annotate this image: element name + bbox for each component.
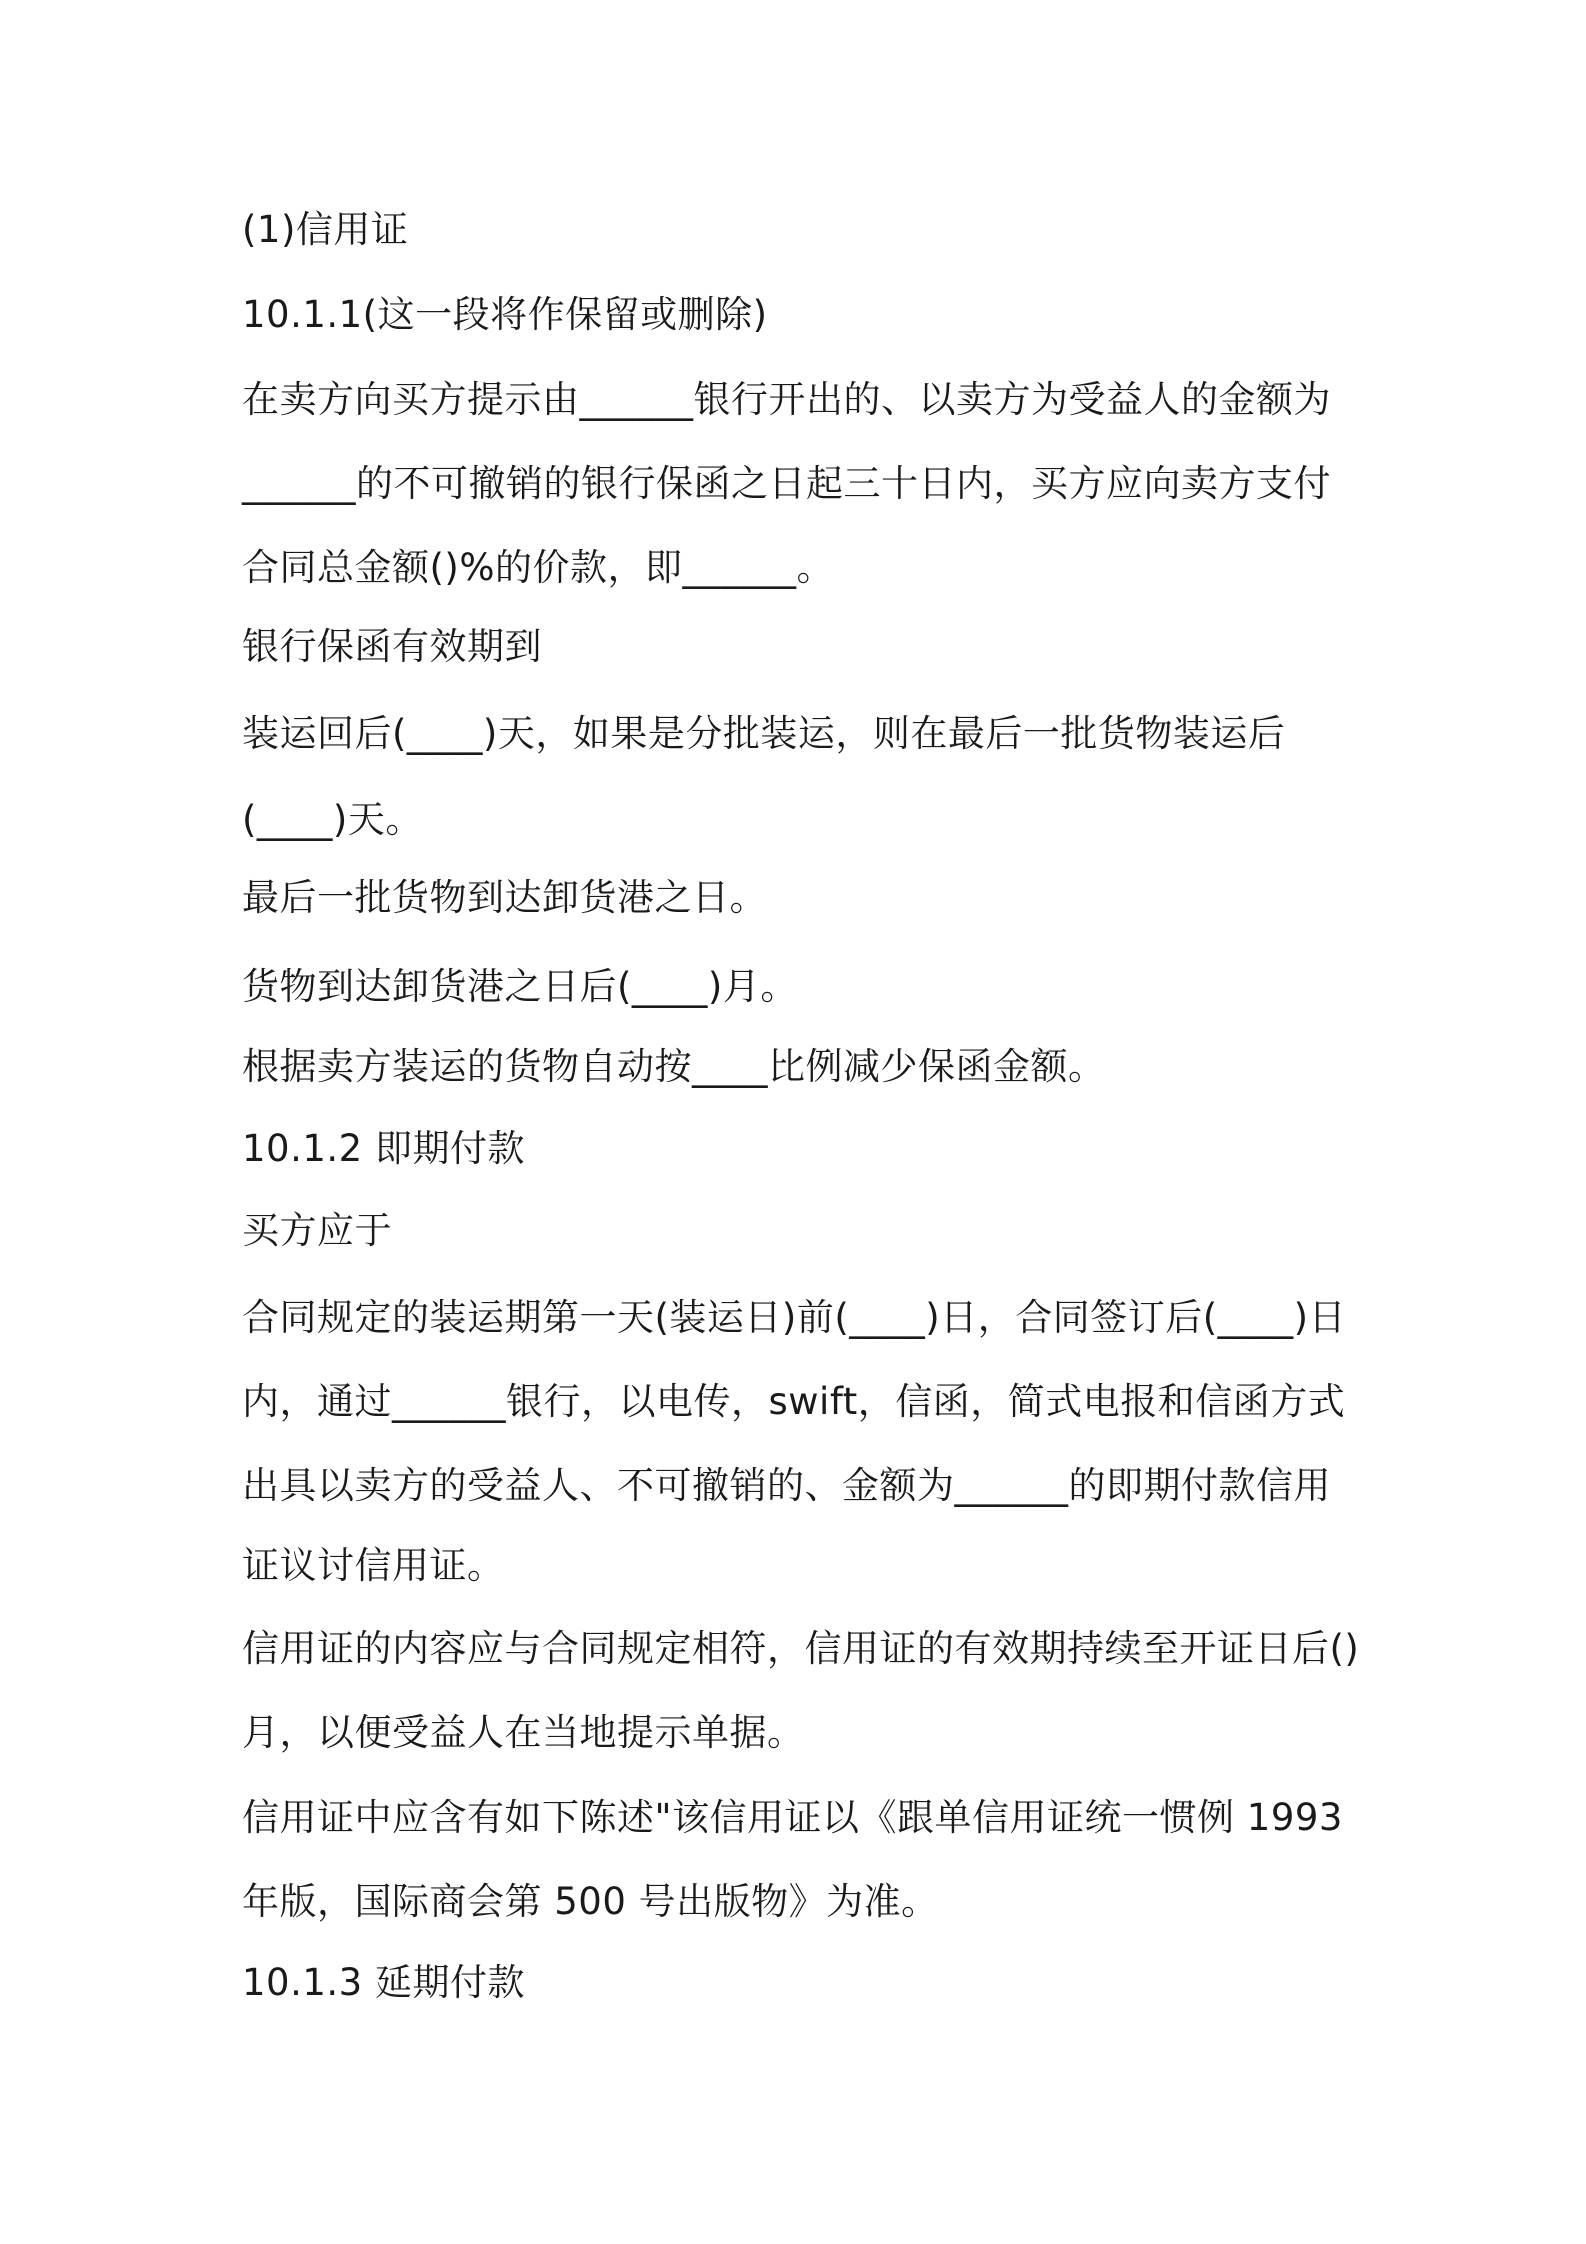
paragraph-line: ______的不可撤销的银行保函之日起三十日内，买方应向卖方支付 [242, 462, 1331, 505]
paragraph-line: (____)天。 [242, 798, 423, 841]
paragraph-line: 根据卖方装运的货物自动按____比例减少保函金额。 [242, 1045, 1106, 1088]
paragraph-line: 在卖方向买方提示由______银行开出的、以卖方为受益人的金额为 [242, 378, 1331, 421]
clause-heading-10-1-3: 10.1.3 延期付款 [242, 1961, 525, 2004]
paragraph-line: 信用证的内容应与合同规定相符，信用证的有效期持续至开证日后() [242, 1627, 1360, 1670]
section-heading-letter-of-credit: (1)信用证 [242, 208, 409, 251]
paragraph-line: 合同总金额()%的价款，即______。 [242, 546, 835, 589]
paragraph-line: 最后一批货物到达卸货港之日。 [242, 876, 767, 919]
paragraph-line: 银行保函有效期到 [242, 625, 542, 668]
paragraph-line: 装运回后(____)天，如果是分批装运，则在最后一批货物装运后 [242, 712, 1286, 755]
paragraph-line: 买方应于 [242, 1209, 392, 1252]
clause-heading-10-1-1: 10.1.1(这一段将作保留或删除) [242, 293, 768, 336]
paragraph-line: 信用证中应含有如下陈述"该信用证以《跟单信用证统一惯例 1993 [242, 1796, 1343, 1839]
paragraph-line: 证议讨信用证。 [242, 1544, 505, 1587]
paragraph-line: 年版，国际商会第 500 号出版物》为准。 [242, 1880, 939, 1923]
clause-heading-10-1-2: 10.1.2 即期付款 [242, 1127, 525, 1170]
paragraph-line: 合同规定的装运期第一天(装运日)前(____)日，合同签订后(____)日 [242, 1296, 1347, 1339]
paragraph-line: 月，以便受益人在当地提示单据。 [242, 1711, 805, 1754]
paragraph-line: 出具以卖方的受益人、不可撤销的、金额为______的即期付款信用 [242, 1464, 1331, 1507]
paragraph-line: 货物到达卸货港之日后(____)月。 [242, 965, 798, 1008]
paragraph-line: 内，通过______银行，以电传，swift，信函，简式电报和信函方式 [242, 1380, 1346, 1423]
